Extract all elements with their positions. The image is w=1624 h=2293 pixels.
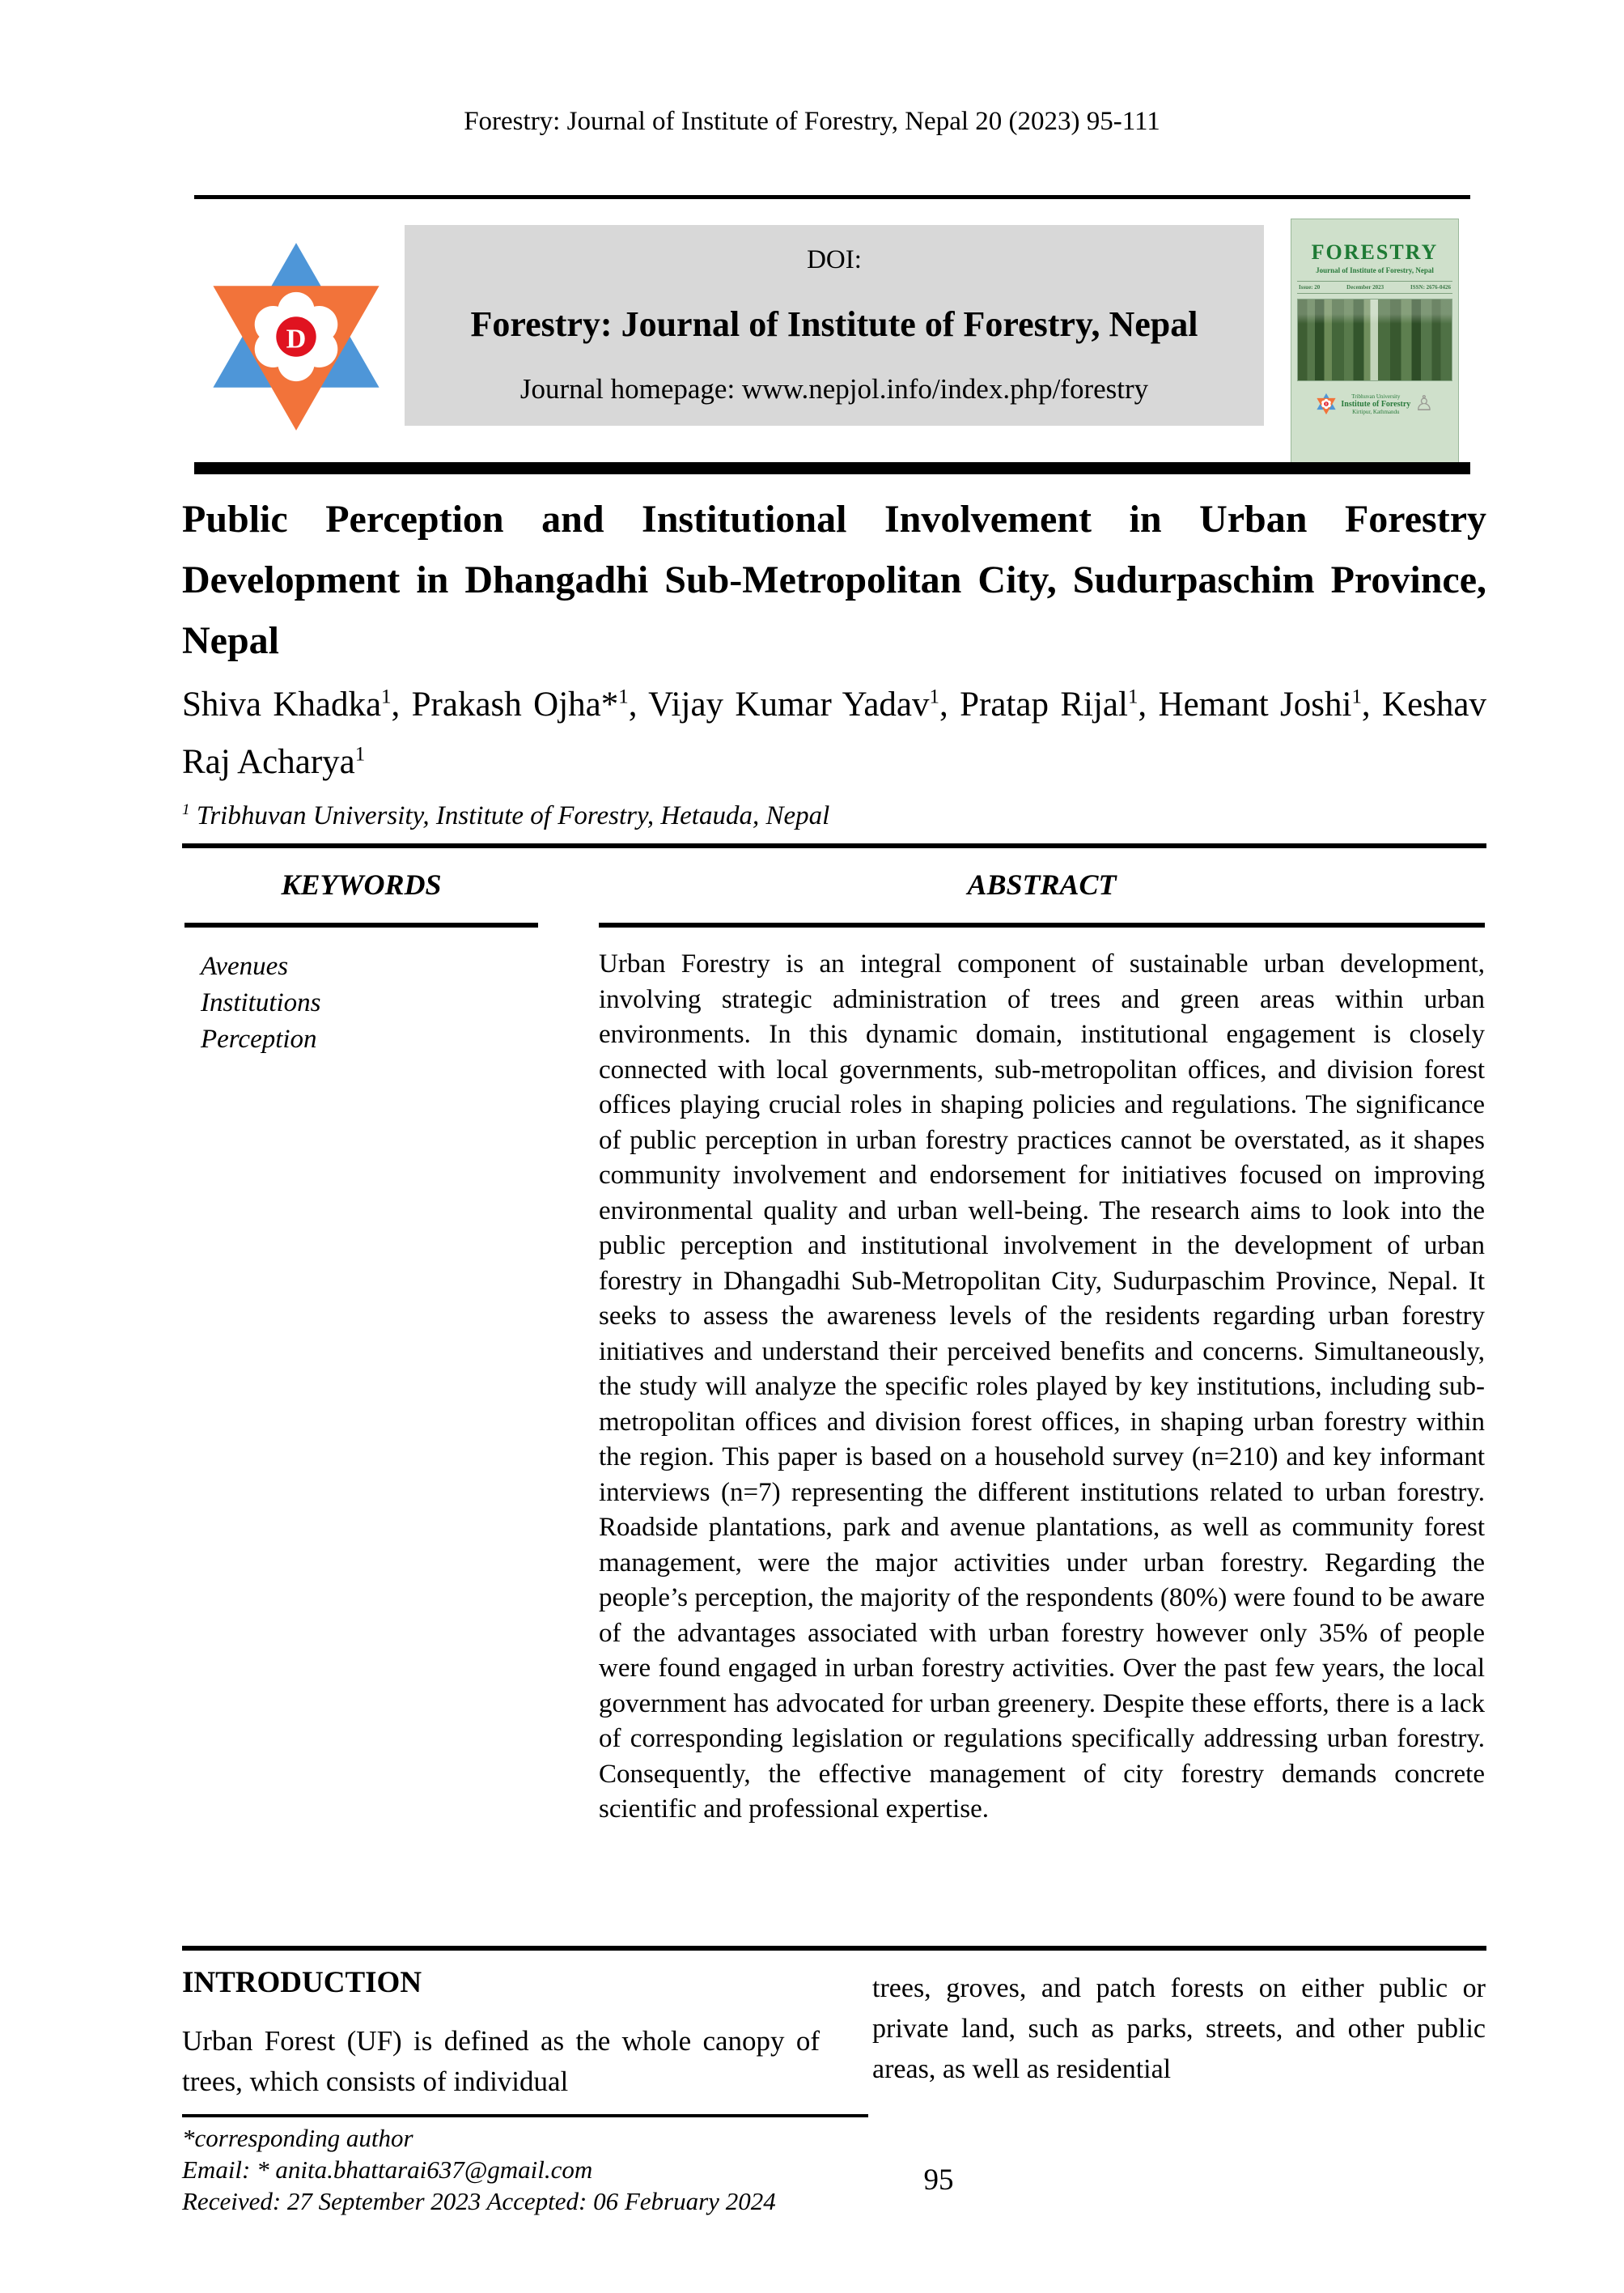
author: Shiva Khadka$^1$, [182, 686, 412, 724]
abstract-text: Urban Forestry is an integral component of sustainable urban development, involving strategic administration of trees and green areas within urban environments. In this dynamic domain, institutional engagement is closely connected with local governments, sub-metropolitan offices, and division forest offices playing crucial roles in shaping policies and regulations. The significance of public perception in urban forestry practices cannot be overstated, as it shapes community involvement and endorsement for initiatives focused on improving environmental quality and urban well-being. The research aims to look into the public perception and institutional involvement in the development of urban forestry in Dhangadhi Sub-Metropolitan City, Sudurpaschim Province, Nepal. It seeks to assess the awareness levels of the residents regarding urban forestry initiatives and understand their perceived benefits and concerns. Simultaneously, the study will analyze the specific roles played by key institutions, including sub-metropolitan offices and division forest offices, in shaping urban forestry within the region. This paper is based on a household survey (n=210) and key informant interviews (n=7) representing the different institutions related to urban forestry. Roadside plantations, park and avenue plantations, as well as community forest management, were the major activities under urban forestry. Regarding the people’s perception, the majority of the respondents (80%) were found to be aware of the advantages associated with urban forestry however only 35% of people were found engaged in urban forestry activities. Over the past few years, the local government has advocated for urban greenery. Despite these efforts, there is a lack of corresponding legislation or regulations specifically addressing urban forestry. Consequently, the effective management of city forestry demands concrete scientific and professional expertise. [599, 949, 1485, 1824]
journal-cover-thumbnail [1291, 219, 1459, 473]
author: Vijay Kumar Yadav$^1$, [648, 686, 960, 724]
cover-date: December 2023 [1346, 284, 1384, 291]
keywords-abstract-top-rule [182, 843, 1486, 848]
tribhuvan-university-logo [204, 236, 388, 437]
svg-text:D: D [286, 324, 307, 355]
author: Hemant Joshi$^1$, [1158, 686, 1383, 724]
cover-forest-photo [1297, 299, 1452, 381]
keywords-heading-rule [184, 923, 538, 928]
keyword-item: Avenues [201, 952, 289, 981]
footnote-block [182, 2122, 910, 2217]
cover-meta-row [1297, 281, 1452, 294]
header-rule [194, 195, 1470, 199]
keywords-list [201, 949, 524, 1058]
intro-right-column: trees, groves, and patch forests on either public or private land, such as parks, streets, and other public areas, as well as residential [872, 1973, 1486, 2084]
author: Pratap Rijal$^1$, [960, 686, 1159, 724]
abstract-bottom-rule [182, 1946, 1486, 1951]
running-head: Forestry: Journal of Institute of Forestry, Nepal 20 (2023) 95-111 [464, 107, 1160, 136]
cover-footer [1297, 393, 1452, 415]
received-accepted-dates: Received: 27 September 2023 Accepted: 06 February 2024 [182, 2187, 776, 2215]
cover-subtitle: Journal of Institute of Forestry, Nepal [1316, 266, 1434, 274]
abstract-heading: ABSTRACT [967, 868, 1117, 901]
cover-inst-line1: Tribhuvan University [1351, 393, 1401, 400]
cover-mini-logo-icon [1316, 393, 1337, 415]
author-list [182, 676, 1486, 791]
author: Keshav Raj Acharya$^1$ [182, 686, 1487, 781]
cover-institute-text [1341, 393, 1410, 415]
intro-left-column [182, 1965, 820, 2102]
intro-left-paragraph: Urban Forest (UF) is defined as the whole canopy of trees, which consists of individual [182, 2025, 820, 2097]
keyword-item: Perception [201, 1025, 317, 1054]
star-icon [204, 236, 388, 437]
page-number: 95 [923, 2163, 954, 2197]
keyword-item: Institutions [201, 988, 321, 1017]
affiliation: $^1$ Tribhuvan University, Institute of Forestry, Hetauda, Nepal [182, 801, 830, 830]
article-title: Public Perception and Institutional Involvement in Urban Forestry Development in Dhangadhi Sub-Metropolitan City, Sudurpaschim Province, Nepal [182, 498, 1486, 662]
footnote-separator [182, 2114, 868, 2117]
cover-issue: Issue: 20 [1299, 284, 1321, 291]
keywords-heading: KEYWORDS [281, 868, 442, 901]
cover-inst-line2: Institute of Forestry [1341, 399, 1411, 409]
masthead-box [405, 225, 1264, 426]
corresponding-email[interactable]: Email: * anita.bhattarai637@gmail.com [182, 2155, 593, 2184]
corresponding-author-note: *corresponding author [182, 2124, 413, 2152]
cover-issn: ISSN: 2676-0426 [1410, 284, 1451, 291]
doi-label: DOI: [807, 245, 862, 275]
cover-statue-icon: ♙ [1414, 392, 1434, 415]
cover-inst-line3: Kirtipur, Kathmandu [1352, 408, 1400, 415]
journal-homepage-link[interactable]: Journal homepage: www.nepjol.info/index.php/forestry [519, 372, 1149, 405]
introduction-heading: INTRODUCTION [182, 1966, 422, 1999]
title-divider-bar [194, 462, 1470, 474]
journal-title: Forestry: Journal of Institute of Forestry, Nepal [470, 304, 1198, 344]
cover-title: FORESTRY [1311, 240, 1439, 264]
abstract-heading-rule [599, 923, 1485, 928]
author: Prakash Ojha*$^1$, [411, 686, 649, 724]
